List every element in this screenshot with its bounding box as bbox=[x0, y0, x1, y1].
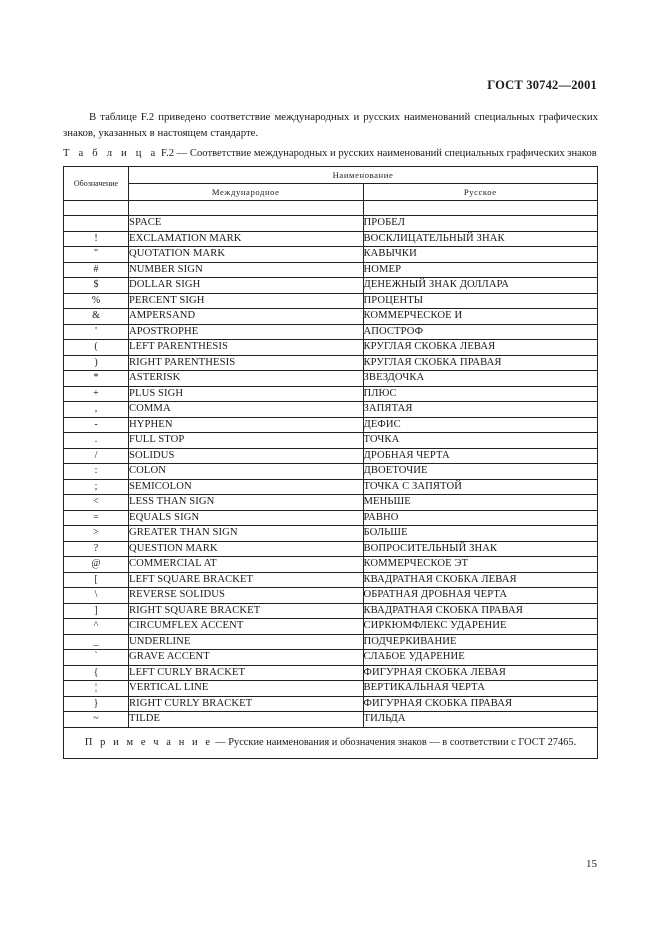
table-row bbox=[64, 681, 598, 697]
russian-name-cell: ЗВЕЗДОЧКА bbox=[363, 371, 598, 387]
table-row bbox=[64, 371, 598, 387]
table-row bbox=[64, 696, 598, 712]
russian-name-cell: ВОСКЛИЦАТЕЛЬНЫЙ ЗНАК bbox=[363, 231, 598, 247]
table-row bbox=[64, 557, 598, 573]
international-name-cell: SEMICOLON bbox=[129, 479, 364, 495]
russian-name-cell: БОЛЬШЕ bbox=[363, 526, 598, 542]
symbol-cell: < bbox=[64, 495, 129, 511]
russian-name-cell: ПРОЦЕНТЫ bbox=[363, 293, 598, 309]
symbol-cell: = bbox=[64, 510, 129, 526]
russian-name-cell: КРУГЛАЯ СКОБКА ЛЕВАЯ bbox=[363, 340, 598, 356]
symbol-cell: - bbox=[64, 417, 129, 433]
russian-name-cell: КОММЕРЧЕСКОЕ ЭТ bbox=[363, 557, 598, 573]
table-row bbox=[64, 541, 598, 557]
table-row bbox=[64, 231, 598, 247]
page-number: 15 bbox=[586, 858, 597, 870]
table-note bbox=[64, 727, 598, 758]
standard-header: ГОСТ 30742—2001 bbox=[487, 78, 597, 92]
russian-name-cell: ПЛЮС bbox=[363, 386, 598, 402]
symbol-cell: { bbox=[64, 665, 129, 681]
russian-name-cell: ДВОЕТОЧИЕ bbox=[363, 464, 598, 480]
table-row bbox=[64, 526, 598, 542]
symbol-cell: ) bbox=[64, 355, 129, 371]
international-name-cell: LESS THAN SIGN bbox=[129, 495, 364, 511]
international-name-cell: RIGHT SQUARE BRACKET bbox=[129, 603, 364, 619]
russian-name-cell: КВАДРАТНАЯ СКОБКА ЛЕВАЯ bbox=[363, 572, 598, 588]
international-name-cell: CIRCUMFLEX ACCENT bbox=[129, 619, 364, 635]
header-name: Наименование bbox=[129, 167, 598, 184]
note-label: П р и м е ч а н и е bbox=[84, 737, 213, 748]
header-russian: Русское bbox=[363, 184, 598, 201]
russian-name-cell: ТОЧКА С ЗАПЯТОЙ bbox=[363, 479, 598, 495]
russian-name-cell: ЗАПЯТАЯ bbox=[363, 402, 598, 418]
international-name-cell: PLUS SIGH bbox=[129, 386, 364, 402]
russian-name-cell: МЕНЬШЕ bbox=[363, 495, 598, 511]
table-row bbox=[64, 309, 598, 325]
international-name-cell: HYPHEN bbox=[129, 417, 364, 433]
russian-name-cell: ПОДЧЕРКИВАНИЕ bbox=[363, 634, 598, 650]
international-name-cell: SPACE bbox=[129, 216, 364, 232]
international-name-cell: DOLLAR SIGH bbox=[129, 278, 364, 294]
international-name-cell: VERTICAL LINE bbox=[129, 681, 364, 697]
international-name-cell: GRAVE ACCENT bbox=[129, 650, 364, 666]
symbol-cell: # bbox=[64, 262, 129, 278]
international-name-cell: LEFT PARENTHESIS bbox=[129, 340, 364, 356]
russian-name-cell: ДРОБНАЯ ЧЕРТА bbox=[363, 448, 598, 464]
russian-name-cell: КВАДРАТНАЯ СКОБКА ПРАВАЯ bbox=[363, 603, 598, 619]
table-row bbox=[64, 448, 598, 464]
symbol-cell: ! bbox=[64, 231, 129, 247]
symbol-cell: \ bbox=[64, 588, 129, 604]
russian-name-cell: ОБРАТНАЯ ДРОБНАЯ ЧЕРТА bbox=[363, 588, 598, 604]
symbol-cell: & bbox=[64, 309, 129, 325]
international-name-cell: EQUALS SIGN bbox=[129, 510, 364, 526]
header-international: Международное bbox=[129, 184, 364, 201]
table-row bbox=[64, 510, 598, 526]
table-row bbox=[64, 665, 598, 681]
symbol-cell: : bbox=[64, 464, 129, 480]
symbol-cell: . bbox=[64, 433, 129, 449]
table-row bbox=[64, 340, 598, 356]
symbol-cell: @ bbox=[64, 557, 129, 573]
symbol-cell: + bbox=[64, 386, 129, 402]
table-row bbox=[64, 712, 598, 728]
symbol-cell: " bbox=[64, 247, 129, 263]
table-row bbox=[64, 603, 598, 619]
international-name-cell: GREATER THAN SIGN bbox=[129, 526, 364, 542]
symbol-cell: } bbox=[64, 696, 129, 712]
international-name-cell: SOLIDUS bbox=[129, 448, 364, 464]
international-name-cell: COMMA bbox=[129, 402, 364, 418]
russian-name-cell: КОММЕРЧЕСКОЕ И bbox=[363, 309, 598, 325]
russian-name-cell: РАВНО bbox=[363, 510, 598, 526]
table-row bbox=[64, 464, 598, 480]
symbols-table bbox=[63, 166, 598, 759]
international-name-cell: COMMERCIAL AT bbox=[129, 557, 364, 573]
symbol-cell: ~ bbox=[64, 712, 129, 728]
table-row bbox=[64, 247, 598, 263]
russian-name-cell: КРУГЛАЯ СКОБКА ПРАВАЯ bbox=[363, 355, 598, 371]
symbol-cell: ` bbox=[64, 650, 129, 666]
symbol-cell: $ bbox=[64, 278, 129, 294]
russian-name-cell: СЛАБОЕ УДАРЕНИЕ bbox=[363, 650, 598, 666]
table-row bbox=[64, 572, 598, 588]
table-row bbox=[64, 588, 598, 604]
table-row bbox=[64, 216, 598, 232]
table-row bbox=[64, 650, 598, 666]
russian-name-cell: ФИГУРНАЯ СКОБКА ПРАВАЯ bbox=[363, 696, 598, 712]
table-row bbox=[64, 262, 598, 278]
symbol-cell: ( bbox=[64, 340, 129, 356]
table-row bbox=[64, 634, 598, 650]
symbol-cell: ; bbox=[64, 479, 129, 495]
international-name-cell: RIGHT CURLY BRACKET bbox=[129, 696, 364, 712]
intro-text: В таблице F.2 приведено соответствие международных и русских наименований специальных графических знаков, указанных в настоящем стандарте. bbox=[63, 111, 598, 139]
international-name-cell: UNDERLINE bbox=[129, 634, 364, 650]
table-row bbox=[64, 433, 598, 449]
symbol-cell: ^ bbox=[64, 619, 129, 635]
russian-name-cell: ТИЛЬДА bbox=[363, 712, 598, 728]
symbol-cell: / bbox=[64, 448, 129, 464]
table-row bbox=[64, 417, 598, 433]
russian-name-cell: НОМЕР bbox=[363, 262, 598, 278]
table-row bbox=[64, 495, 598, 511]
international-name-cell: QUOTATION MARK bbox=[129, 247, 364, 263]
international-name-cell: APOSTROPHE bbox=[129, 324, 364, 340]
russian-name-cell: АПОСТРОФ bbox=[363, 324, 598, 340]
international-name-cell: LEFT CURLY BRACKET bbox=[129, 665, 364, 681]
table-row bbox=[64, 402, 598, 418]
russian-name-cell: ФИГУРНАЯ СКОБКА ЛЕВАЯ bbox=[363, 665, 598, 681]
caption-text: F.2 — Соответствие международных и русских наименований специальных графических знаков bbox=[161, 148, 597, 159]
international-name-cell: NUMBER SIGN bbox=[129, 262, 364, 278]
caption-label: Т а б л и ц а bbox=[63, 148, 159, 159]
symbol-cell: _ bbox=[64, 634, 129, 650]
russian-name-cell: СИРКЮМФЛЕКС УДАРЕНИЕ bbox=[363, 619, 598, 635]
international-name-cell: EXCLAMATION MARK bbox=[129, 231, 364, 247]
international-name-cell: RIGHT PARENTHESIS bbox=[129, 355, 364, 371]
international-name-cell: AMPERSAND bbox=[129, 309, 364, 325]
table-row bbox=[64, 324, 598, 340]
header-symbol: Обозначение bbox=[64, 167, 129, 201]
table-row bbox=[64, 619, 598, 635]
table-row bbox=[64, 386, 598, 402]
symbol-cell: ] bbox=[64, 603, 129, 619]
international-name-cell: QUESTION MARK bbox=[129, 541, 364, 557]
international-name-cell: REVERSE SOLIDUS bbox=[129, 588, 364, 604]
intro-paragraph bbox=[63, 110, 598, 141]
international-name-cell: COLON bbox=[129, 464, 364, 480]
symbol-cell bbox=[64, 216, 129, 232]
international-name-cell: TILDE bbox=[129, 712, 364, 728]
symbol-cell: > bbox=[64, 526, 129, 542]
symbol-cell: [ bbox=[64, 572, 129, 588]
table-row bbox=[64, 355, 598, 371]
symbol-cell: , bbox=[64, 402, 129, 418]
note-text: — Русские наименования и обозначения знаков — в соответствии с ГОСТ 27465. bbox=[215, 737, 577, 748]
table-caption bbox=[63, 148, 603, 159]
table-row bbox=[64, 479, 598, 495]
symbol-cell: * bbox=[64, 371, 129, 387]
russian-name-cell: ВОПРОСИТЕЛЬНЫЙ ЗНАК bbox=[363, 541, 598, 557]
russian-name-cell: ДЕФИС bbox=[363, 417, 598, 433]
symbol-cell: ' bbox=[64, 324, 129, 340]
russian-name-cell: ПРОБЕЛ bbox=[363, 216, 598, 232]
russian-name-cell: ВЕРТИКАЛЬНАЯ ЧЕРТА bbox=[363, 681, 598, 697]
international-name-cell: FULL STOP bbox=[129, 433, 364, 449]
international-name-cell: PERCENT SIGH bbox=[129, 293, 364, 309]
spacer-row bbox=[64, 201, 598, 216]
international-name-cell: ASTERISK bbox=[129, 371, 364, 387]
international-name-cell: LEFT SQUARE BRACKET bbox=[129, 572, 364, 588]
russian-name-cell: ДЕНЕЖНЫЙ ЗНАК ДОЛЛАРА bbox=[363, 278, 598, 294]
symbol-cell: ¦ bbox=[64, 681, 129, 697]
russian-name-cell: ТОЧКА bbox=[363, 433, 598, 449]
symbol-cell: % bbox=[64, 293, 129, 309]
table-body bbox=[64, 201, 598, 728]
russian-name-cell: КАВЫЧКИ bbox=[363, 247, 598, 263]
symbol-cell: ? bbox=[64, 541, 129, 557]
table-row bbox=[64, 278, 598, 294]
table-row bbox=[64, 293, 598, 309]
